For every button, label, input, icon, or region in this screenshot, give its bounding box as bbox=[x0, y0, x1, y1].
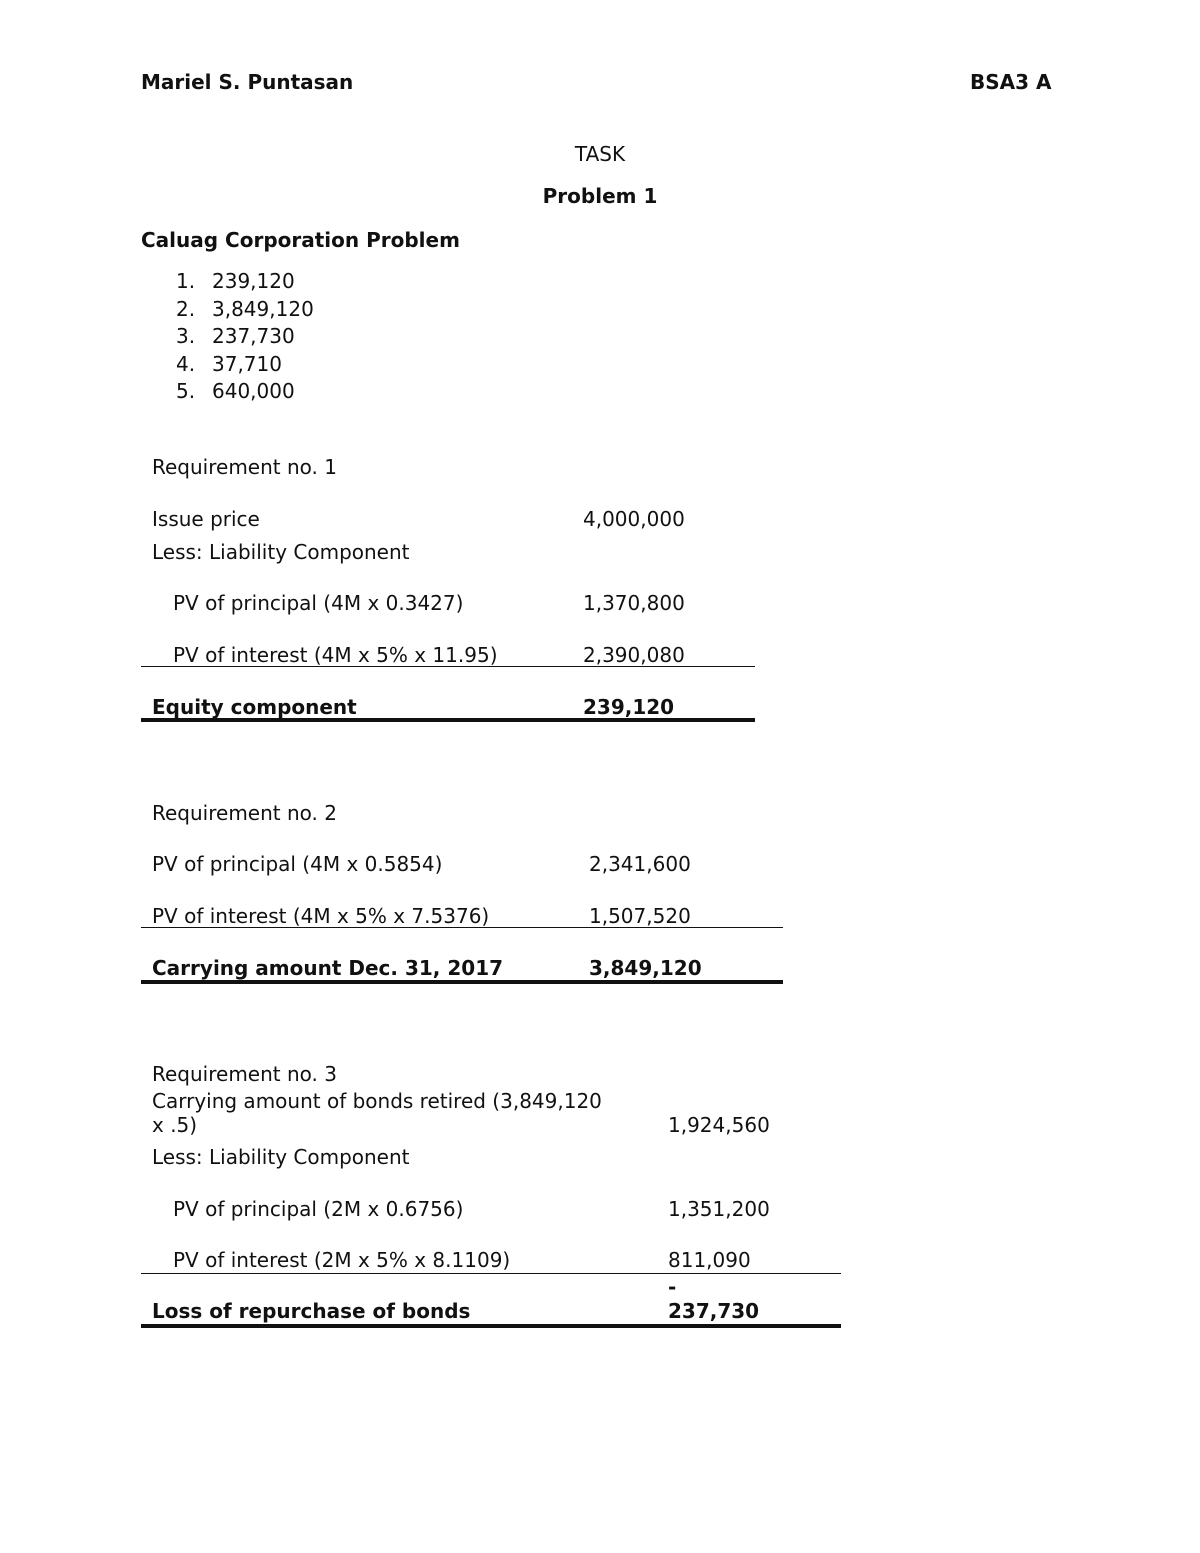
req2-total-label: Carrying amount Dec. 31, 2017 bbox=[152, 956, 504, 980]
req3-pv-principal-label: PV of principal (2M x 0.6756) bbox=[173, 1197, 464, 1221]
req1-issue-label: Issue price bbox=[152, 507, 260, 531]
req2-pv-interest-value: 1,507,520 bbox=[589, 904, 691, 928]
req3-subtotal-rule bbox=[141, 1273, 841, 1274]
answer-list bbox=[176, 268, 314, 406]
list-item: 2. 3,849,120 bbox=[176, 296, 314, 321]
req3-pv-interest-value: 811,090 bbox=[668, 1248, 751, 1272]
req3-total-value: 237,730 bbox=[668, 1299, 760, 1323]
req1-pv-interest-value: 2,390,080 bbox=[583, 643, 685, 667]
req1-heading: Requirement no. 1 bbox=[152, 455, 337, 479]
req1-total-value: 239,120 bbox=[583, 695, 675, 719]
req3-pv-principal-value: 1,351,200 bbox=[668, 1197, 770, 1221]
req1-less-label: Less: Liability Component bbox=[152, 540, 410, 564]
req3-total-dash: - bbox=[668, 1275, 677, 1299]
list-item: 4. 37,710 bbox=[176, 351, 282, 376]
req3-carrying-label-line1: Carrying amount of bonds retired (3,849,120 bbox=[152, 1089, 602, 1113]
req3-less-label: Less: Liability Component bbox=[152, 1145, 410, 1169]
req1-pv-interest-label: PV of interest (4M x 5% x 11.95) bbox=[173, 643, 498, 667]
req2-heading: Requirement no. 2 bbox=[152, 801, 337, 825]
req2-pv-principal-value: 2,341,600 bbox=[589, 852, 691, 876]
req2-pv-interest-label: PV of interest (4M x 5% x 7.5376) bbox=[152, 904, 490, 928]
req1-pv-principal-label: PV of principal (4M x 0.3427) bbox=[173, 591, 464, 615]
req1-subtotal-rule bbox=[141, 666, 755, 667]
req3-total-label: Loss of repurchase of bonds bbox=[152, 1299, 471, 1323]
req1-issue-value: 4,000,000 bbox=[583, 507, 685, 531]
req2-total-value: 3,849,120 bbox=[589, 956, 702, 980]
req3-carrying-label-line2: x .5) bbox=[152, 1113, 198, 1137]
req2-total-rule bbox=[141, 980, 783, 984]
problem-subtitle: Problem 1 bbox=[542, 184, 658, 208]
req3-total-rule bbox=[141, 1324, 841, 1328]
list-item: 1. 239,120 bbox=[176, 269, 295, 293]
req1-total-rule bbox=[141, 718, 755, 722]
problem-heading: Caluag Corporation Problem bbox=[141, 228, 460, 252]
req3-carrying-value: 1,924,560 bbox=[668, 1113, 770, 1137]
req2-pv-principal-label: PV of principal (4M x 0.5854) bbox=[152, 852, 443, 876]
list-item: 5. 640,000 bbox=[176, 379, 295, 403]
page-title: TASK bbox=[574, 142, 626, 166]
req3-heading: Requirement no. 3 bbox=[152, 1062, 337, 1086]
req2-subtotal-rule bbox=[141, 927, 783, 928]
student-name: Mariel S. Puntasan bbox=[141, 70, 354, 94]
req1-total-label: Equity component bbox=[152, 695, 357, 719]
req3-pv-interest-label: PV of interest (2M x 5% x 8.1109) bbox=[173, 1248, 511, 1272]
req1-pv-principal-value: 1,370,800 bbox=[583, 591, 685, 615]
list-item: 3. 237,730 bbox=[176, 324, 295, 348]
section-label: BSA3 A bbox=[970, 70, 1052, 94]
